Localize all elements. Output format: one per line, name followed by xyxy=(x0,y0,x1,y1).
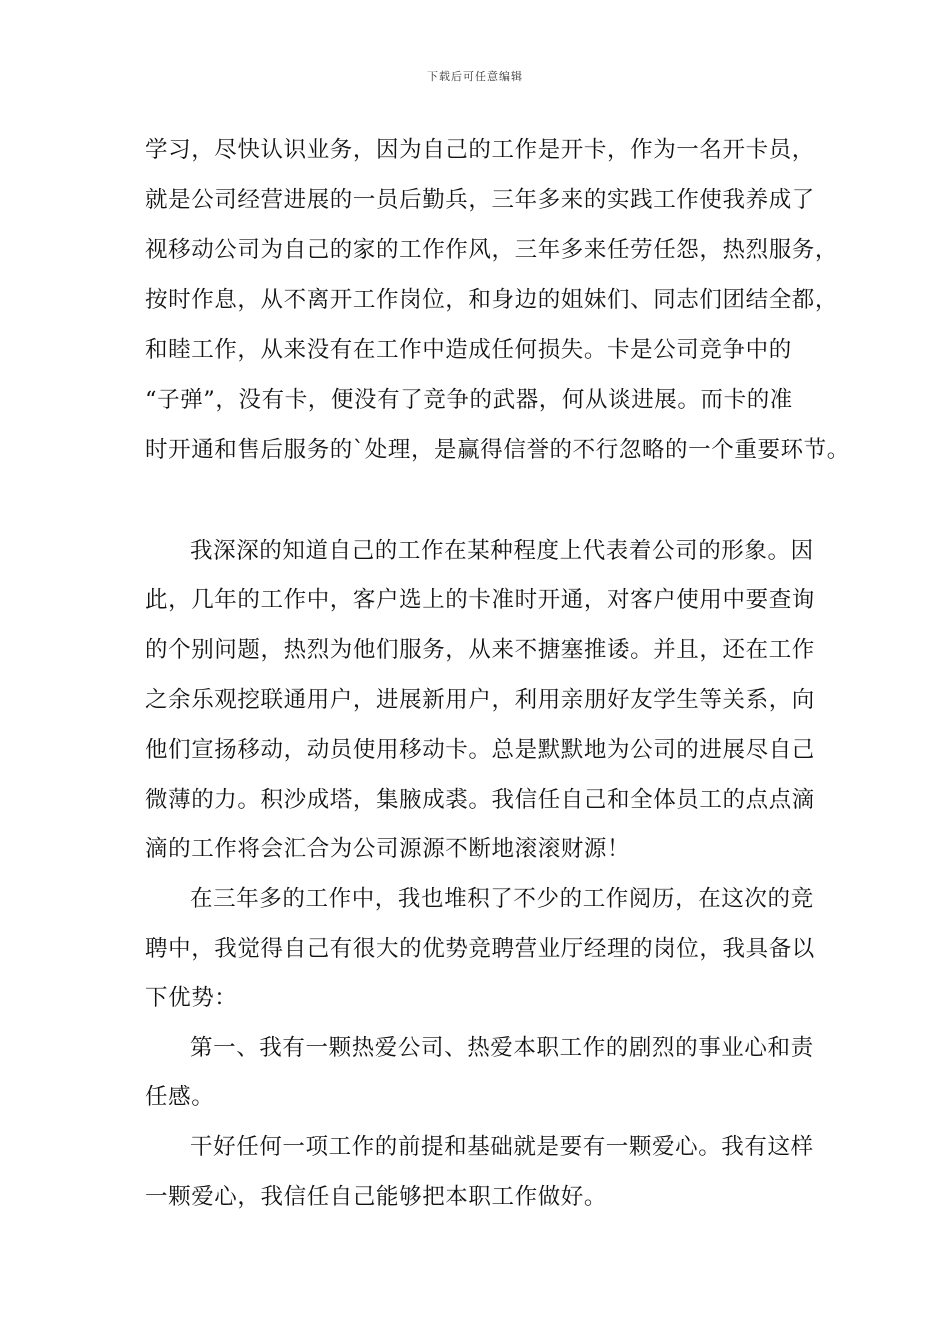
paragraph-1-line-5: 和睦工作，从来没有在工作中造成任何损失。卡是公司竞争中的 xyxy=(145,337,792,363)
paragraph-1-line-2: 就是公司经营进展的一员后勤兵，三年多来的实践工作使我养成了 xyxy=(145,187,815,213)
paragraph-2-line-5: 他们宣扬移动，动员使用移动卡。总是默默地为公司的进展尽自己 xyxy=(145,737,815,763)
paragraph-4-line-1: 第一、我有一颗热爱公司、热爱本职工作的剧烈的事业心和责 xyxy=(190,1035,814,1061)
paragraph-2-line-2: 此，几年的工作中，客户选上的卡准时开通，对客户使用中要查询 xyxy=(145,587,815,613)
paragraph-1-line-7: 时开通和售后服务的`处理，是赢得信誉的不行忽略的一个重要环节。 xyxy=(145,437,850,463)
paragraph-1-line-4: 按时作息，从不离开工作岗位，和身边的姐妹们、同志们团结全都， xyxy=(145,287,839,313)
paragraph-2-line-3: 的个别问题，热烈为他们服务，从来不搪塞推诿。并且，还在工作 xyxy=(145,637,815,663)
paragraph-4-line-2: 任感。 xyxy=(145,1084,215,1110)
paragraph-2-line-7: 滴的工作将会汇合为公司源源不断地滚滚财源！ xyxy=(145,836,631,862)
paragraph-2-line-4: 之余乐观挖联通用户，进展新用户，利用亲朋好友学生等关系，向 xyxy=(145,687,815,713)
paragraph-3-line-1: 在三年多的工作中，我也堆积了不少的工作阅历，在这次的竞 xyxy=(190,886,814,912)
paragraph-5-line-2: 一颗爱心，我信任自己能够把本职工作做好。 xyxy=(145,1184,608,1210)
header-note: 下载后可任意编辑 xyxy=(427,70,523,83)
paragraph-1-line-3: 视移动公司为自己的家的工作作风，三年多来任劳任怨，热烈服务， xyxy=(145,237,839,263)
paragraph-2-line-6: 微薄的力。积沙成塔，集腋成裘。我信任自己和全体员工的点点滴 xyxy=(145,787,815,813)
paragraph-5-line-1: 干好任何一项工作的前提和基础就是要有一颗爱心。我有这样 xyxy=(190,1134,814,1160)
paragraph-1-line-6: “子弹”，没有卡，便没有了竞争的武器，何从谈进展。而卡的准 xyxy=(145,387,793,413)
paragraph-1-line-1: 学习，尽快认识业务，因为自己的工作是开卡，作为一名开卡员， xyxy=(145,137,815,163)
paragraph-2-line-1: 我深深的知道自己的工作在某种程度上代表着公司的形象。因 xyxy=(190,538,814,564)
paragraph-3-line-2: 聘中，我觉得自己有很大的优势竞聘营业厅经理的岗位，我具备以 xyxy=(145,936,815,962)
paragraph-3-line-3: 下优势： xyxy=(145,985,238,1011)
